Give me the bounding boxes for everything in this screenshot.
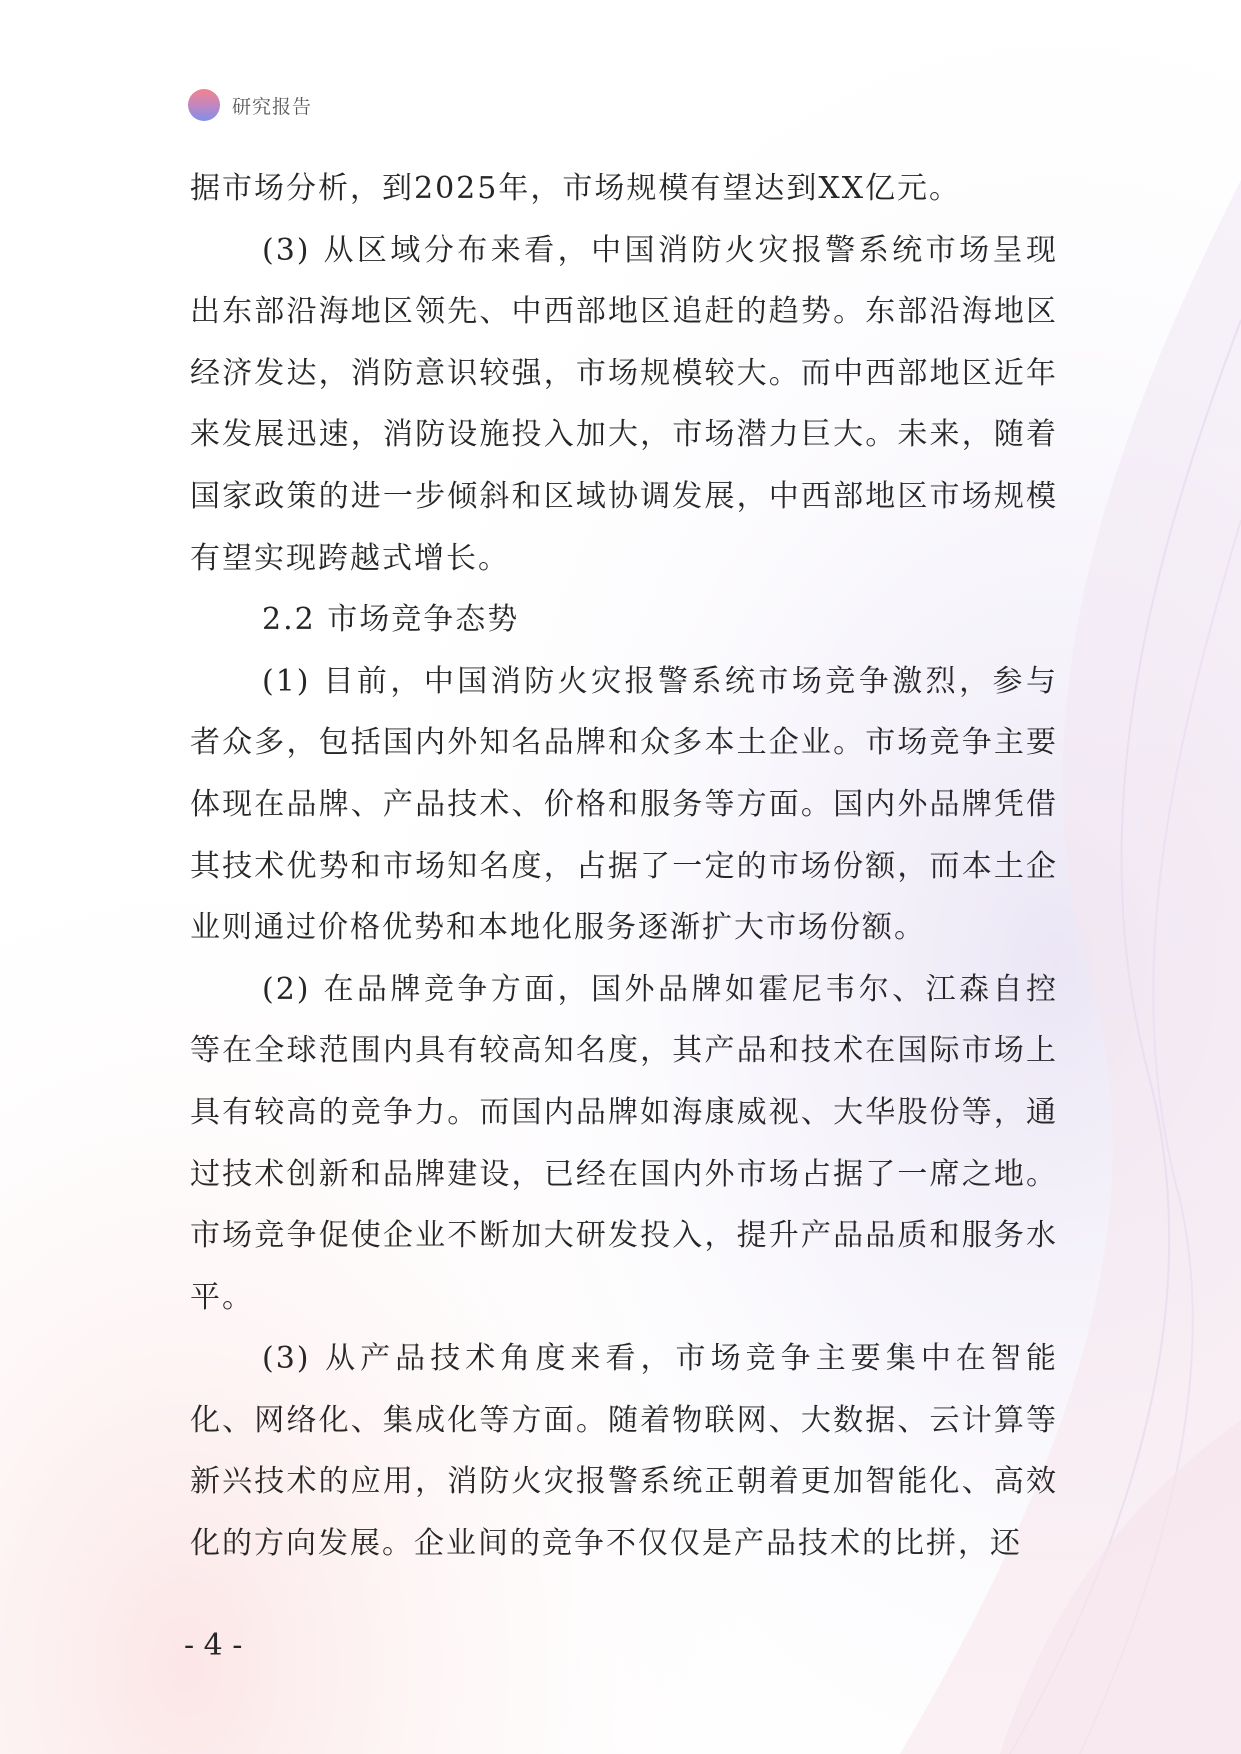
paragraph-brand-competition: (2) 在品牌竞争方面，国外品牌如霍尼韦尔、江森自控等在全球范围内具有较高知名度，其产品和技术在国际市场上具有较高的竞争力。而国内品牌如海康威视、大华股份等，通过技术创新和品牌建设，已经在国内外市场占据了一席之地。市场竞争促使企业不断加大研发投入，提升产品品质和服务水平。 bbox=[190, 971, 1058, 1315]
report-header bbox=[188, 88, 312, 122]
page-number: - 4 - bbox=[184, 1628, 243, 1663]
body-text bbox=[190, 158, 1058, 1575]
paragraph-technology-competition: (3) 从产品技术角度来看，市场竞争主要集中在智能化、网络化、集成化等方面。随着物联网、大数据、云计算等新兴技术的应用，消防火灾报警系统正朝着更加智能化、高效化的方向发展。企业间的竞争不仅仅是产品技术的比拼，还 bbox=[190, 1341, 1058, 1562]
header-title: 研究报告 bbox=[232, 95, 313, 118]
logo-circle-icon bbox=[188, 89, 220, 121]
paragraph-regional-distribution: (3) 从区域分布来看，中国消防火灾报警系统市场呈现出东部沿海地区领先、中西部地区追赶的趋势。东部沿海地区经济发达，消防意识较强，市场规模较大。而中西部地区近年来发展迅速，消防设施投入加大，市场潜力巨大。未来，随着国家政策的进一步倾斜和区域协调发展，中西部地区市场规模有望实现跨越式增长。 bbox=[190, 232, 1058, 576]
paragraph-competition-overview: (1) 目前，中国消防火灾报警系统市场竞争激烈，参与者众多，包括国内外知名品牌和众多本土企业。市场竞争主要体现在品牌、产品技术、价格和服务等方面。国内外品牌凭借其技术优势和市场知名度，占据了一定的市场份额，而本土企业则通过价格优势和本地化服务逐渐扩大市场份额。 bbox=[190, 663, 1058, 946]
paragraph-continued: 据市场分析，到2025年，市场规模有望达到XX亿元。 bbox=[190, 171, 962, 206]
section-heading: 2.2 市场竞争态势 bbox=[262, 602, 520, 638]
